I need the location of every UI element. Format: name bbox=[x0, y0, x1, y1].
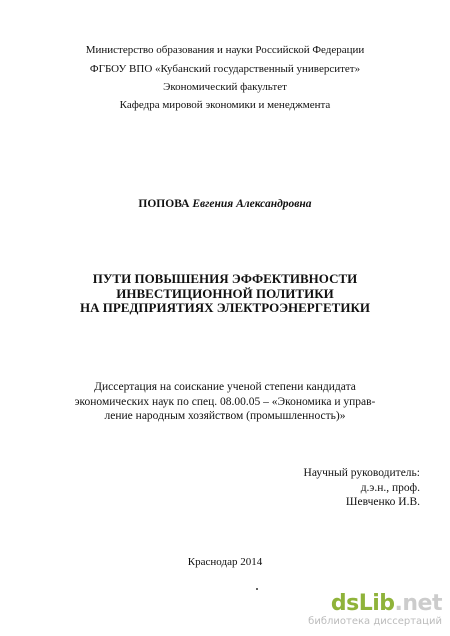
dslib-logo bbox=[331, 592, 442, 616]
logo-lib: Lib bbox=[358, 591, 395, 616]
university-line: ФГБОУ ВПО «Кубанский государственный университет» bbox=[89, 63, 361, 75]
city-year: Краснодар 2014 bbox=[187, 556, 263, 568]
supervisor-block bbox=[304, 466, 420, 510]
supervisor-label: Научный руководитель: bbox=[303, 467, 420, 479]
department-line: Кафедра мировой экономики и менеджмента bbox=[119, 99, 331, 111]
title-line-1: ПУТИ ПОВЫШЕНИЯ ЭФФЕКТИВНОСТИ bbox=[92, 271, 358, 286]
page-dot bbox=[256, 588, 258, 590]
dissertation-title bbox=[0, 272, 450, 316]
title-line-2: ИНВЕСТИЦИОННОЙ ПОЛИТИКИ bbox=[116, 285, 334, 301]
logo-net: .net bbox=[394, 591, 442, 616]
ministry-line: Министерство образования и науки Российской Федерации bbox=[85, 44, 365, 56]
dissertation-description bbox=[0, 380, 450, 424]
faculty-line: Экономический факультет bbox=[163, 81, 287, 93]
supervisor-degree: д.э.н., проф. bbox=[360, 481, 420, 494]
author-given-names: Евгения Александровна bbox=[192, 198, 312, 210]
description-line-1: Диссертация на соискание ученой степени кандидата bbox=[94, 381, 356, 393]
supervisor-name: Шевченко И.В. bbox=[345, 496, 420, 508]
author-surname: ПОПОВА bbox=[138, 198, 190, 210]
logo-ds: ds bbox=[330, 591, 359, 616]
description-line-3: ление народным хозяйством (промышленность)» bbox=[104, 410, 346, 422]
watermark-subtitle: библиотека диссертаций bbox=[308, 616, 442, 627]
author-name bbox=[0, 198, 450, 210]
description-line-2: экономических наук по спец. 08.00.05 – «Экономика и управ- bbox=[74, 395, 376, 408]
dslib-watermark[interactable] bbox=[292, 592, 442, 632]
title-line-3: НА ПРЕДПРИЯТИЯХ ЭЛЕКТРОЭНЕРГЕТИКИ bbox=[79, 300, 370, 315]
